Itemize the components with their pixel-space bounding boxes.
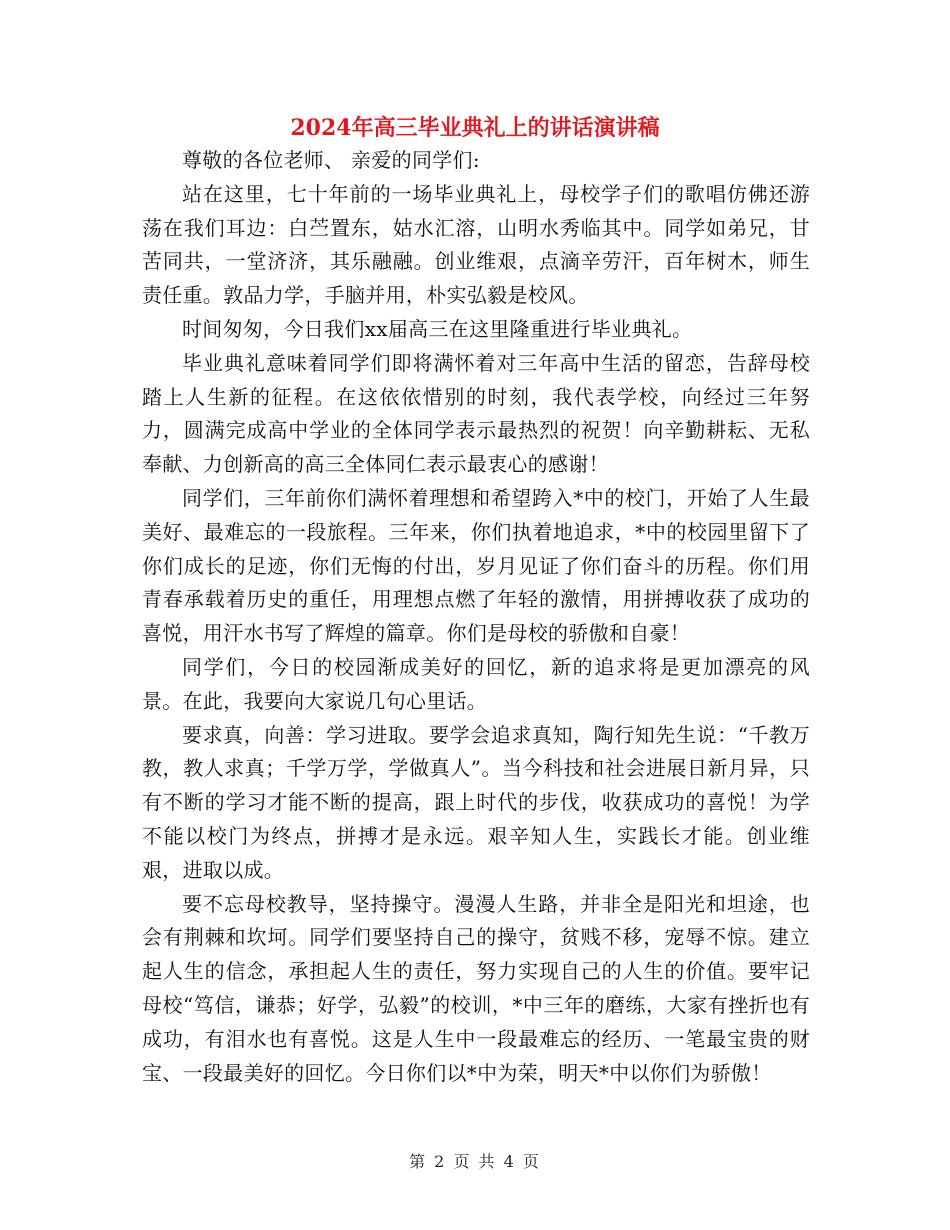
body-paragraph: 站在这里，七十年前的一场毕业典礼上，母校学子们的歌唱仿佛还游荡在我们耳边：白苎置东，姑水汇溶，山明水秀临其中。同学如弟兄，甘苦同共，一堂济济，其乐融融。创业维艰，点滴辛劳汗，百年树木，师生责任重。敦品力学，手脑并用，朴实弘毅是校风。 — [142, 181, 810, 308]
body-paragraph: 同学们，今日的校园渐成美好的回忆，新的追求将是更加漂亮的风景。在此，我要向大家说几句心里话。 — [142, 654, 810, 713]
document-body — [142, 144, 810, 1090]
body-paragraph: 毕业典礼意味着同学们即将满怀着对三年高中生活的留恋，告辞母校踏上人生新的征程。在这依依惜别的时刻，我代表学校，向经过三年努力，圆满完成高中学业的全体同学表示最热烈的祝贺！向辛勤耕耘、无私奉献、力创新高的高三全体同仁表示最衷心的感谢！ — [142, 350, 810, 477]
salutation-paragraph: 尊敬的各位老师、 亲爱的同学们: — [182, 148, 480, 172]
document-title: 2024年高三毕业典礼上的讲话演讲稿 — [290, 115, 660, 141]
body-paragraph: 时间匆匆，今日我们xx届高三在这里隆重进行毕业典礼。 — [182, 316, 693, 341]
body-paragraph: 要不忘母校教导，坚持操守。漫漫人生路，并非全是阳光和坦途，也会有荆棘和坎坷。同学们要坚持自己的操守，贫贱不移，宠辱不惊。建立起人生的信念，承担起人生的责任，努力实现自己的人生的价值。要牢记母校“笃信，谦恭；好学，弘毅”的校训，*中三年的磨练，大家有挫折也有成功，有泪水也有喜悦。这是人生中一段最难忘的经历、一笔最宝贵的财宝、一段最美好的回忆。今日你们以*中为荣，明天*中以你们为骄傲！ — [142, 891, 810, 1085]
body-paragraph: 要求真，向善：学习进取。要学会追求真知，陶行知先生说：“千教万教，教人求真；千学万学，学做真人”。当今科技和社会进展日新月异，只有不断的学习才能不断的提高，跟上时代的步伐，收获成功的喜悦！为学不能以校门为终点，拼搏才是永远。艰辛知人生，实践长才能。创业维艰，进取以成。 — [142, 722, 810, 882]
page-number-footer: 第 2 页 共 4 页 — [409, 1152, 541, 1171]
body-paragraph: 同学们，三年前你们满怀着理想和希望跨入*中的校门，开始了人生最美好、最难忘的一段旅程。三年来，你们执着地追求，*中的校园里留下了你们成长的足迹，你们无悔的付出，岁月见证了你们奋斗的历程。你们用青春承载着历史的重任，用理想点燃了年轻的激情，用拼搏收获了成功的喜悦，用汗水书写了辉煌的篇章。你们是母校的骄傲和自豪！ — [142, 485, 810, 646]
